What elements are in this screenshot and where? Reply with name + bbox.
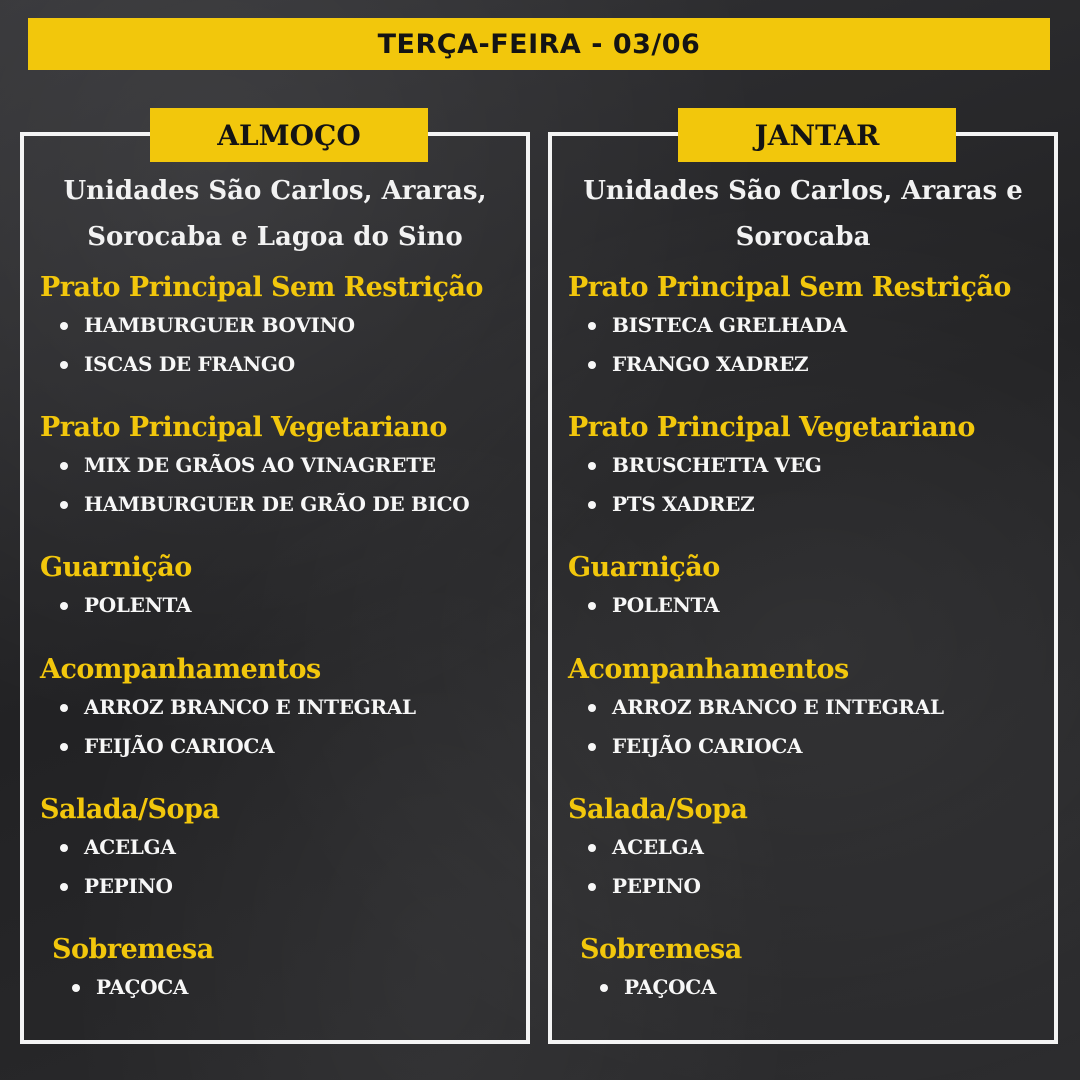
list-item: ACELGA [568,828,1048,867]
list-item: ACELGA [40,828,520,867]
lunch-units [24,168,526,260]
dinner-section-veg [568,410,1048,524]
lunch-panel [20,118,530,1044]
section-title: Prato Principal Vegetariano [40,412,447,443]
date-banner [28,18,1050,70]
list-item: POLENTA [568,586,1048,625]
dinner-label: JANTAR [754,118,880,152]
dinner-panel [548,118,1058,1044]
lunch-section-veg [40,410,520,524]
section-title: Acompanhamentos [40,654,321,685]
date-title: TERÇA-FEIRA - 03/06 [377,28,701,60]
dinner-units-line: Unidades São Carlos, Araras e [583,176,1023,206]
section-title: Guarnição [40,552,192,583]
lunch-section-side [40,550,520,625]
list-item: PAÇOCA [580,968,1060,1007]
list-item: POLENTA [40,586,520,625]
section-title: Salada/Sopa [568,794,748,825]
lunch-section-main [40,270,520,384]
section-title: Prato Principal Sem Restrição [568,272,1011,303]
section-title: Sobremesa [52,934,214,965]
list-item: FEIJÃO CARIOCA [40,727,520,766]
list-item: BISTECA GRELHADA [568,306,1048,345]
section-title: Prato Principal Vegetariano [568,412,975,443]
lunch-section-salad [40,792,520,906]
list-item: FRANGO XADREZ [568,345,1048,384]
lunch-section-dessert [52,932,532,1007]
section-title: Salada/Sopa [40,794,220,825]
list-item: PEPINO [40,867,520,906]
list-item: ARROZ BRANCO E INTEGRAL [568,688,1048,727]
section-title: Prato Principal Sem Restrição [40,272,483,303]
list-item: PAÇOCA [52,968,532,1007]
lunch-section-accomp [40,652,520,766]
dinner-section-side [568,550,1048,625]
dinner-section-main [568,270,1048,384]
list-item: ISCAS DE FRANGO [40,345,520,384]
lunch-units-line: Sorocaba e Lagoa do Sino [87,222,463,252]
list-item: MIX DE GRÃOS AO VINAGRETE [40,446,520,485]
dinner-section-accomp [568,652,1048,766]
list-item: HAMBURGUER DE GRÃO DE BICO [40,485,520,524]
dinner-units-line: Sorocaba [735,222,871,252]
list-item: PEPINO [568,867,1048,906]
list-item: FEIJÃO CARIOCA [568,727,1048,766]
section-title: Guarnição [568,552,720,583]
dinner-section-dessert [580,932,1060,1007]
list-item: BRUSCHETTA VEG [568,446,1048,485]
section-title: Acompanhamentos [568,654,849,685]
dinner-section-salad [568,792,1048,906]
lunch-units-line: Unidades São Carlos, Araras, [63,176,487,206]
list-item: HAMBURGUER BOVINO [40,306,520,345]
lunch-tag [150,108,428,162]
dinner-tag [678,108,956,162]
list-item: ARROZ BRANCO E INTEGRAL [40,688,520,727]
section-title: Sobremesa [580,934,742,965]
list-item: PTS XADREZ [568,485,1048,524]
dinner-units [552,168,1054,260]
lunch-label: ALMOÇO [217,118,361,152]
